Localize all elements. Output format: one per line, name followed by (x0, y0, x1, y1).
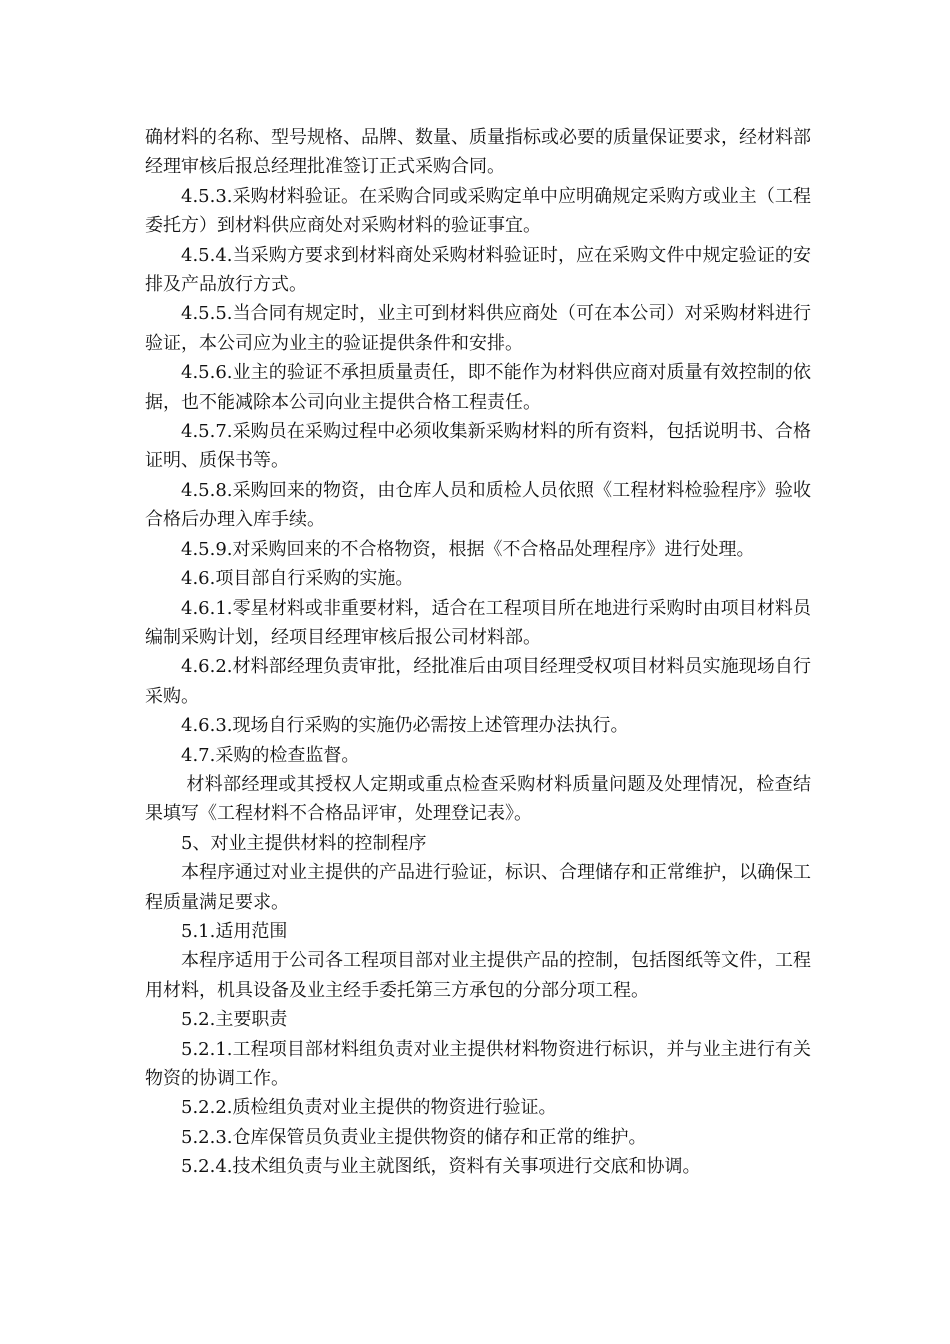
paragraph: 5.2.1.工程项目部材料组负责对业主提供材料物资进行标识，并与业主进行有关物资的协调工作。 (145, 1038, 811, 1089)
paragraph: 4.6.3.现场自行采购的实施仍必需按上述管理办法执行。 (181, 715, 629, 737)
section-heading: 5.2.主要职责 (181, 1009, 288, 1031)
paragraph: 5.2.2.质检组负责对业主提供的物资进行验证。 (181, 1097, 557, 1119)
paragraph: 4.5.6.业主的验证不承担质量责任，即不能作为材料供应商对质量有效控制的依据，也不能减除本公司向业主提供合格工程责任。 (145, 362, 811, 413)
paragraph: 4.6.1.零星材料或非重要材料，适合在工程项目所在地进行采购时由项目材料员编制采购计划，经项目经理审核后报公司材料部。 (145, 597, 811, 648)
section-heading: 5.1.适用范围 (181, 920, 288, 942)
section-heading: 4.7.采购的检查监督。 (181, 744, 360, 766)
section-heading: 5、对业主提供材料的控制程序 (181, 832, 427, 854)
document-body (145, 123, 811, 1182)
paragraph: 4.5.5.当合同有规定时，业主可到材料供应商处（可在本公司）对采购材料进行验证，本公司应为业主的验证提供条件和安排。 (145, 303, 811, 354)
paragraph: 4.5.9.对采购回来的不合格物资，根据《不合格品处理程序》进行处理。 (181, 538, 755, 560)
paragraph: 材料部经理或其授权人定期或重点检查采购材料质量问题及处理情况，检查结果填写《工程材料不合格品评审，处理登记表》。 (145, 773, 811, 825)
paragraph: 4.5.7.采购员在采购过程中必须收集新采购材料的所有资料，包括说明书、合格证明、质保书等。 (145, 421, 811, 472)
paragraph: 4.5.3.采购材料验证。在采购合同或采购定单中应明确规定采购方或业主（工程委托方）到材料供应商处对采购材料的验证事宜。 (145, 185, 811, 237)
section-heading: 4.6.项目部自行采购的实施。 (181, 568, 414, 590)
paragraph: 4.6.2.材料部经理负责审批，经批准后由项目经理受权项目材料员实施现场自行采购。 (145, 656, 811, 707)
paragraph: 5.2.4.技术组负责与业主就图纸，资料有关事项进行交底和协调。 (181, 1156, 701, 1178)
paragraph: 4.5.4.当采购方要求到材料商处采购材料验证时，应在采购文件中规定验证的安排及产品放行方式。 (145, 244, 811, 296)
paragraph: 本程序适用于公司各工程项目部对业主提供产品的控制，包括图纸等文件，工程用材料，机具设备及业主经手委托第三方承包的分部分项工程。 (145, 950, 811, 1001)
paragraph: 确材料的名称、型号规格、品牌、数量、质量指标或必要的质量保证要求，经材料部经理审核后报总经理批准签订正式采购合同。 (145, 127, 811, 178)
paragraph: 4.5.8.采购回来的物资，由仓库人员和质检人员依照《工程材料检验程序》验收合格后办理入库手续。 (145, 479, 811, 531)
paragraph: 本程序通过对业主提供的产品进行验证，标识、合理储存和正常维护，以确保工程质量满足要求。 (145, 862, 811, 913)
paragraph: 5.2.3.仓库保管员负责业主提供物资的储存和正常的维护。 (181, 1126, 647, 1148)
